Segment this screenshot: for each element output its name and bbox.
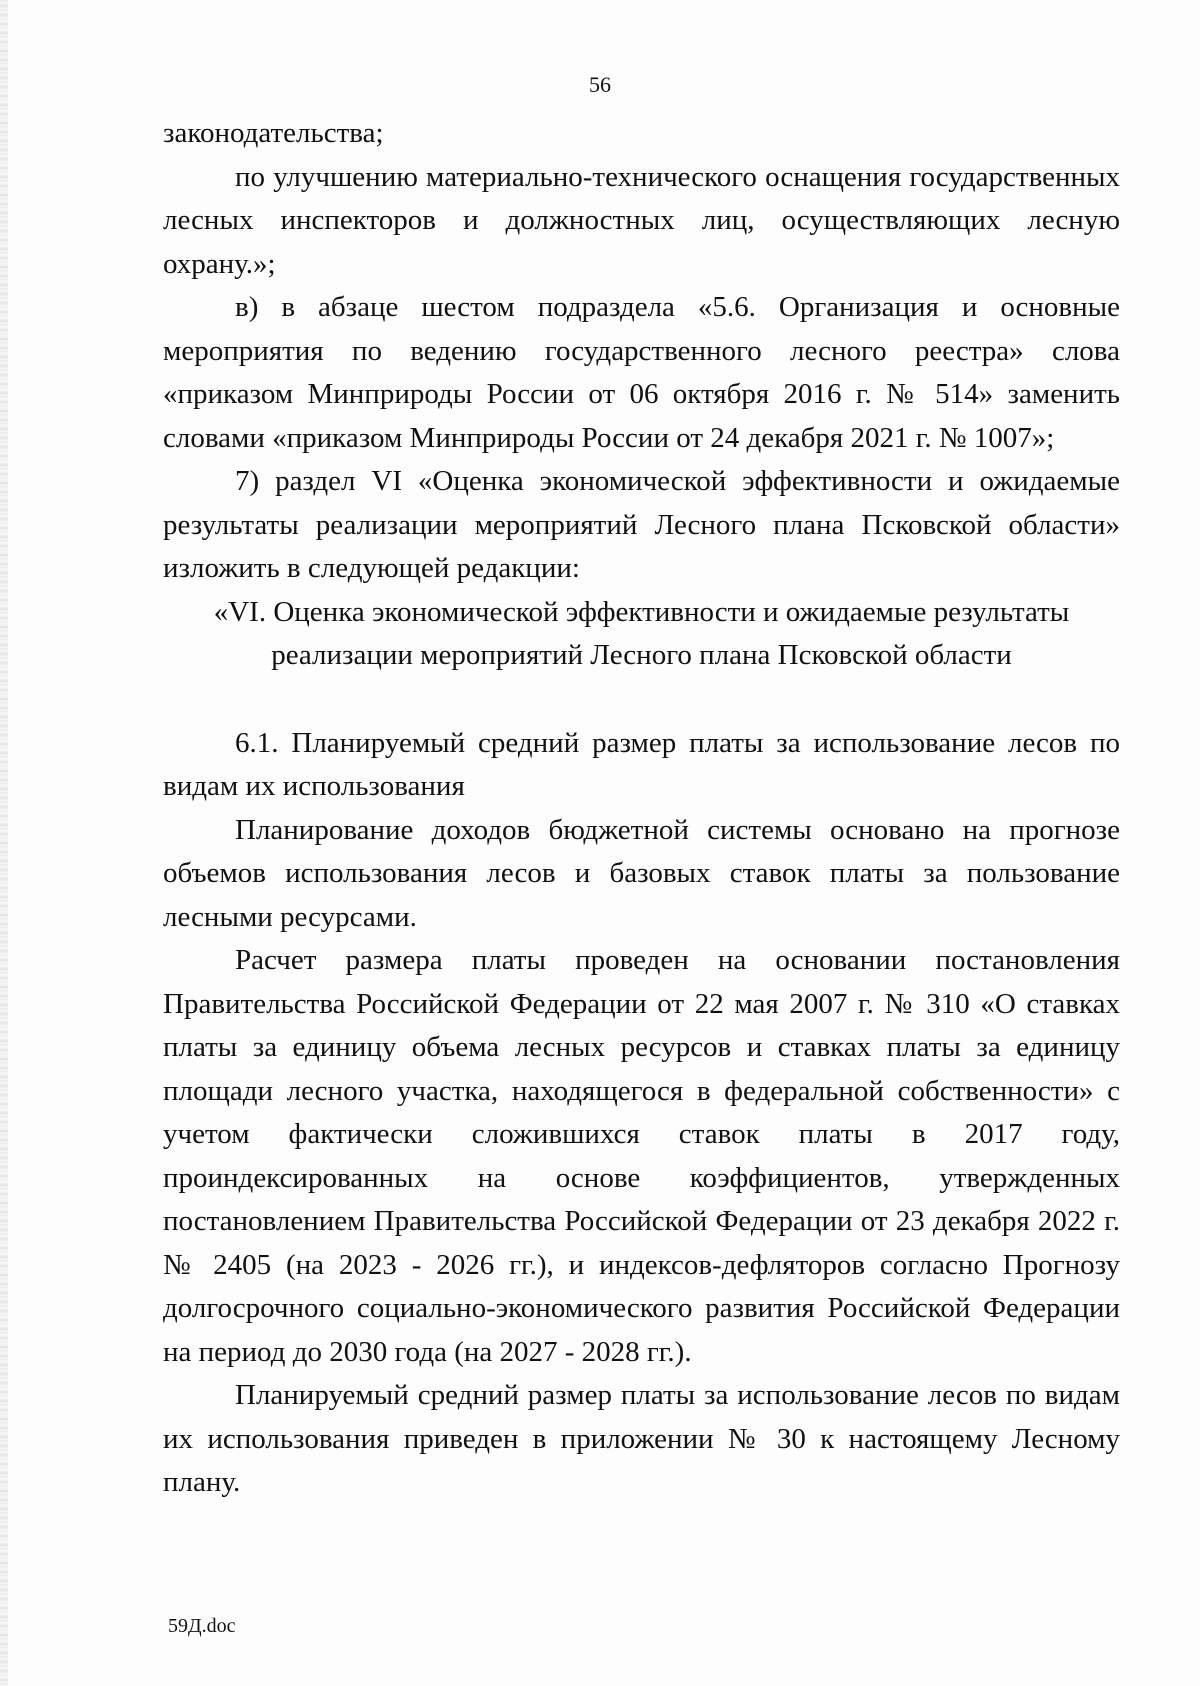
- paragraph-fee-calculation: Расчет размера платы проведен на основании постановления Правительства Российской Федерации от 22 мая 2007 г. № 310 «О ставках платы за единицу объема лесных ресурсов и ставках платы за единицу площади лесного участка, находящегося в федеральной собственности» с учетом фактически сложившихся ставок платы в 2017 году, проиндексированных на основе коэффициентов, утвержденных постановлением Правительства Российской Федерации от 23 декабря 2022 г. № 2405 (на 2023 - 2026 гг.), и индексов-дефляторов согласно Прогнозу долгосрочного социально-экономического развития Российской Федерации на период до 2030 года (на 2027 - 2028 гг.).: [163, 944, 1120, 1368]
- paragraph-legislation-end: законодательства;: [163, 117, 384, 149]
- section-spacer: [163, 678, 1120, 722]
- paragraph-appendix-reference: Планируемый средний размер платы за использование лесов по видам их использования приведен в приложении № 30 к настоящему Лесному плану.: [163, 1379, 1120, 1498]
- paragraph-equipment: по улучшению материально-технического оснащения государственных лесных инспекторов и должностных лиц, осуществляющих лесную охрану.»;: [163, 160, 1120, 280]
- paragraph-section-seven: 7) раздел VI «Оценка экономической эффективности и ожидаемые результаты реализации мероприятий Лесного плана Псковской области» изложить в следующей редакции:: [163, 465, 1120, 584]
- paragraph-budget-planning: Планирование доходов бюджетной системы основано на прогнозе объемов использования лесов и базовых ставок платы за пользование лесными ресурсами.: [163, 813, 1120, 933]
- scan-edge-artifact: [0, 0, 8, 1686]
- page-number: 56: [589, 72, 611, 97]
- subsection-title-6-1: 6.1. Планируемый средний размер платы за использование лесов по видам их использования: [163, 726, 1120, 802]
- footer-filename: 59Д.doc: [168, 1615, 236, 1637]
- section-heading-line-1: «VI. Оценка экономической эффективности и ожидаемые результаты: [213, 595, 1070, 628]
- paragraph-amendment-v: в) в абзаце шестом подраздела «5.6. Организация и основные мероприятия по ведению государственного лесного реестра» слова «приказом Минприроды России от 06 октября 2016 г. № 514» заменить словами «приказом Минприроды России от 24 декабря 2021 г. № 1007»;: [163, 291, 1120, 454]
- section-heading: [163, 591, 1120, 678]
- document-body: [163, 112, 1120, 1505]
- section-heading-line-2: реализации мероприятий Лесного плана Псковской области: [271, 639, 1012, 671]
